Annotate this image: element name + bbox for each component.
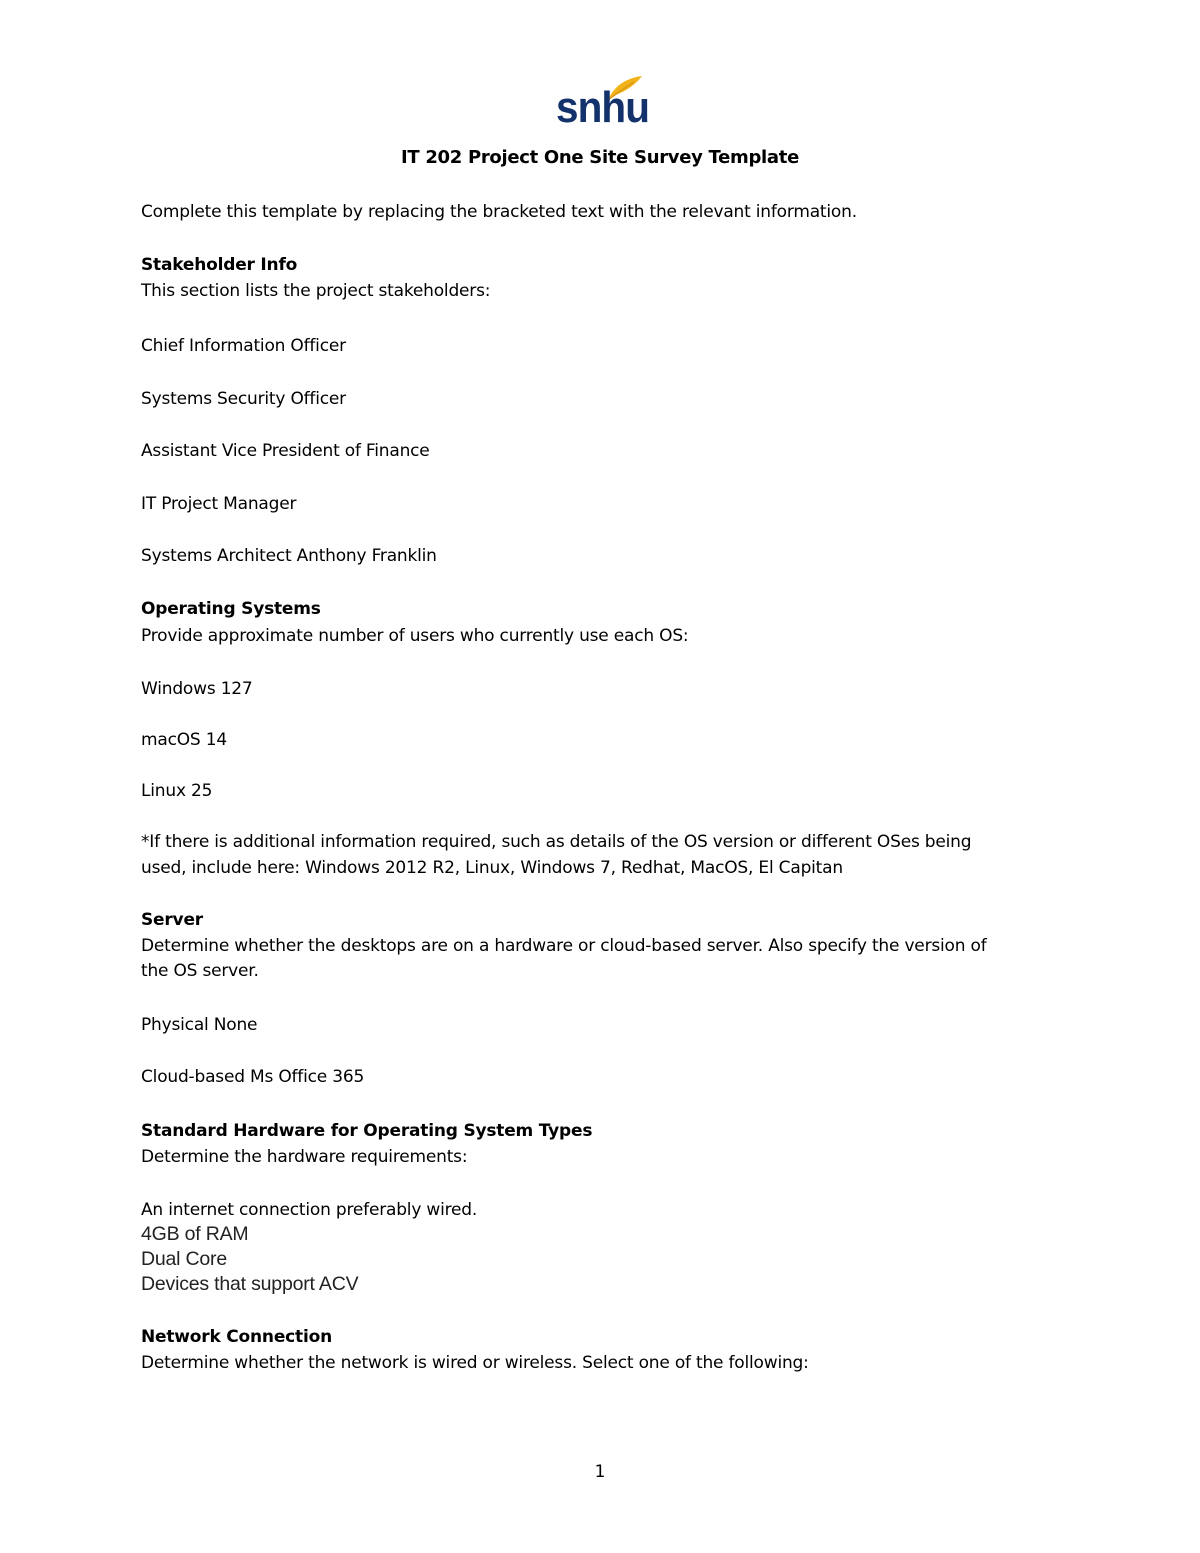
network-description: Determine whether the network is wired or wireless. Select one of the following:: [141, 1353, 809, 1373]
stakeholder-description: This section lists the project stakeholders:: [141, 281, 491, 301]
hardware-item: Dual Core: [141, 1248, 227, 1270]
stakeholder-item: Systems Security Officer: [141, 389, 346, 409]
operating-systems-description: Provide approximate number of users who currently use each OS:: [141, 626, 689, 646]
stakeholder-item: Systems Architect Anthony Franklin: [141, 546, 437, 566]
os-note-line: *If there is additional information required, such as details of the OS version or different OSes being: [141, 832, 972, 852]
hardware-item: 4GB of RAM: [141, 1223, 249, 1245]
page-number: 1: [594, 1462, 606, 1482]
hardware-description: Determine the hardware requirements:: [141, 1147, 468, 1167]
snhu-logo: [556, 74, 650, 136]
hardware-item: An internet connection preferably wired.: [141, 1200, 478, 1220]
os-note-line: used, include here: Windows 2012 R2, Linux, Windows 7, Redhat, MacOS, El Capitan: [141, 858, 843, 878]
os-item: macOS 14: [141, 730, 227, 750]
server-heading: Server: [141, 910, 203, 930]
server-description-line: Determine whether the desktops are on a hardware or cloud-based server. Also specify the version of: [141, 936, 987, 956]
stakeholder-item: Assistant Vice President of Finance: [141, 441, 430, 461]
stakeholder-item: Chief Information Officer: [141, 336, 346, 356]
stakeholder-item: IT Project Manager: [141, 494, 297, 514]
operating-systems-heading: Operating Systems: [141, 599, 321, 619]
hardware-heading: Standard Hardware for Operating System Types: [141, 1121, 593, 1141]
intro-text: Complete this template by replacing the bracketed text with the relevant information.: [141, 202, 857, 222]
document-title: IT 202 Project One Site Survey Template: [400, 147, 799, 168]
logo-text: snhu: [556, 83, 650, 132]
hardware-item: Devices that support ACV: [141, 1273, 359, 1295]
network-heading: Network Connection: [141, 1327, 332, 1347]
server-description-line: the OS server.: [141, 961, 259, 981]
os-item: Windows 127: [141, 679, 253, 699]
stakeholder-heading: Stakeholder Info: [141, 255, 298, 275]
server-item: Cloud-based Ms Office 365: [141, 1067, 365, 1087]
os-item: Linux 25: [141, 781, 213, 801]
server-item: Physical None: [141, 1015, 258, 1035]
